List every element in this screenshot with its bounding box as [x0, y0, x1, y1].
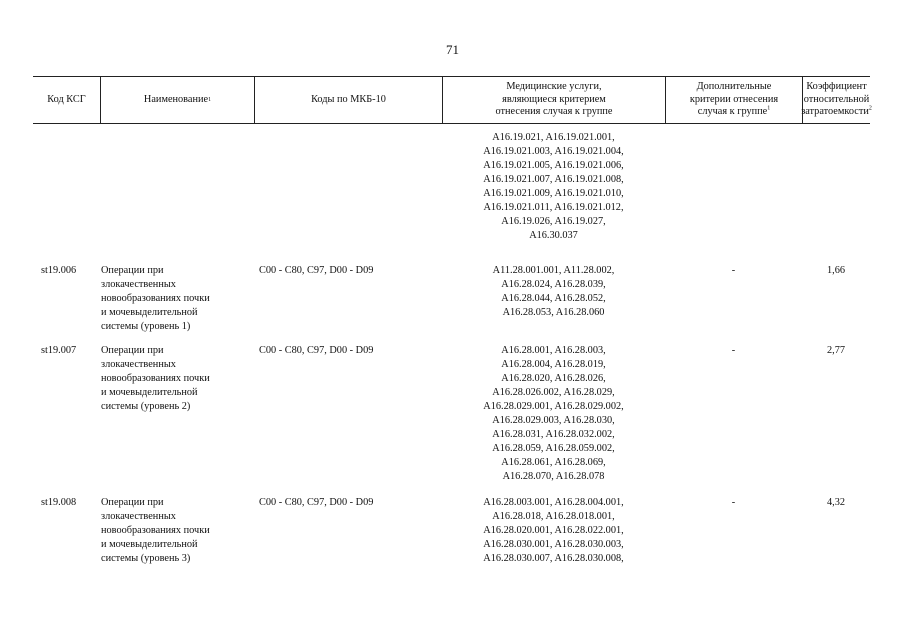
table-row: [33, 131, 870, 251]
table-row: [33, 496, 870, 568]
coefficient: 1,66: [826, 265, 846, 276]
med-services-cell: A16.19.021, A16.19.021.001, A16.19.021.003, A16.19.021.004, A16.19.021.005, A16.19.021.006, A16.19.021.007, A16.19.021.008, A16.19.021.009, A16.19.021.010, A16.19.021.011, A16.19.021.012, A16.19.026, A16.19.027, A16.30.037: [483, 132, 624, 241]
ksg-name: Операции при злокачественных новообразованиях почки и мочевыделительной системы (уровень 2): [101, 345, 210, 412]
ksg-code: st19.006: [41, 265, 77, 276]
header-extra-criteria: Дополнительные критерии отнесения случая к группе$^1$: [665, 77, 802, 123]
header-code: Код КСГ: [47, 93, 86, 105]
extra-criteria: -: [731, 345, 736, 356]
extra-criteria: -: [731, 265, 736, 276]
header-name: Наименование 1: [100, 77, 254, 123]
med-services-cell: A16.28.001, A16.28.003, A16.28.004, A16.28.019, A16.28.020, A16.28.026, A16.28.026.002, A16.28.029, A16.28.029.001, A16.28.029.002, A16.28.029.003, A16.28.030, A16.28.031, A16.28.032.002, A16.28.059, A16.28.059.002, A16.28.061, A16.28.069, A16.28.070, A16.28.078: [483, 345, 624, 482]
mkb-codes: C00 - C80, C97, D00 - D09: [259, 345, 374, 356]
coefficient: 2,77: [826, 345, 846, 356]
coefficient: 4,32: [826, 497, 846, 508]
mkb-codes: C00 - C80, C97, D00 - D09: [259, 265, 374, 276]
table-body: [33, 122, 870, 568]
ksg-name: Операции при злокачественных новообразованиях почки и мочевыделительной системы (уровень 3): [101, 497, 210, 564]
header-coefficient: Коэффициент относительной затратоемкости$^2$: [802, 77, 870, 123]
table-header: [33, 76, 870, 124]
table-row: [33, 264, 870, 334]
extra-criteria: -: [731, 497, 736, 508]
table-row: [33, 344, 870, 484]
header-mkb: Коды по МКБ-10: [254, 77, 442, 123]
ksg-name: Операции при злокачественных новообразованиях почки и мочевыделительной системы (уровень 1): [101, 265, 210, 332]
mkb-codes: C00 - C80, C97, D00 - D09: [259, 497, 374, 508]
med-services-cell: A16.28.003.001, A16.28.004.001, A16.28.018, A16.28.018.001, A16.28.020.001, A16.28.022.001, A16.28.030.001, A16.28.030.003, A16.28.030.007, A16.28.030.008,: [483, 497, 624, 564]
header-med-services: Медицинские услуги, являющиеся критерием отнесения случая к группе: [442, 77, 665, 123]
ksg-code: st19.007: [41, 345, 77, 356]
med-services-cell: A11.28.001.001, A11.28.002, A16.28.024, A16.28.039, A16.28.044, A16.28.052, A16.28.053, A16.28.060: [492, 265, 615, 318]
ksg-code: st19.008: [41, 497, 77, 508]
page-number: 71: [446, 42, 459, 57]
